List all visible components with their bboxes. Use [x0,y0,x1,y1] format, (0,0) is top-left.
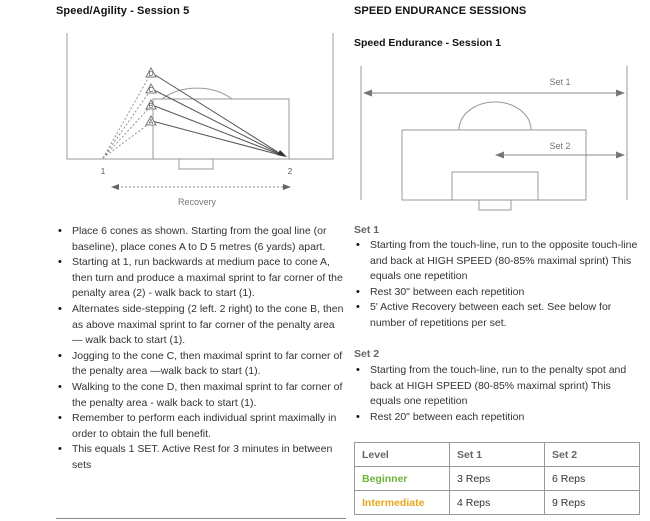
list-item: • 5' Active Recovery between each set. See below for number of repetitions per set. [354,300,640,331]
right-subtitle: Speed Endurance - Session 1 [354,37,502,49]
goal [179,159,213,169]
list-item: • Starting at 1, run backwards at medium pace to cone A, then turn and produce a maximal sprint to far corner of the penalty area (2) - walk back to start (1). [56,255,348,302]
six-yard-box [452,172,538,200]
list-item: • Rest 20" between each repetition [354,410,640,426]
table-cell: 6 Reps [545,467,640,491]
agility-instructions [56,224,348,474]
penalty-arc [459,102,531,130]
list-item: • This equals 1 SET. Active Rest for 3 minutes in between sets [56,442,348,473]
right-title: SPEED ENDURANCE SESSIONS [354,5,527,17]
recovery-label: Recovery [177,197,217,207]
cone-label: D [148,71,154,78]
sprint-lines [152,73,284,156]
table-row [355,467,640,491]
table-header-cell: Set 1 [450,443,545,467]
table-header-cell: Set 2 [545,443,640,467]
end-label: 2 [287,167,293,176]
table-cell: 9 Reps [545,491,640,515]
table-cell: 3 Reps [450,467,545,491]
set2-title: Set 2 [354,348,380,360]
list-item: • Walking to the cone D, then maximal sprint to far corner of the penalty area - walk back to start (1). [56,380,348,411]
agility-drill-diagram [55,27,345,217]
cone-label: A [148,119,154,126]
list-item: • Alternates side-stepping (2 left. 2 right) to the cone B, then as above maximal sprint to far corner of the penalty area — walk back to start (1). [56,302,348,349]
start-label: 1 [100,167,106,176]
left-title: Speed/Agility - Session 5 [56,5,190,17]
endurance-drill-diagram [355,60,635,216]
recovery-arrow [111,184,291,190]
list-item: • Place 6 cones as shown. Starting from the goal line (or baseline), place cones A to D 5 metres (6 yards) apart. [56,224,348,255]
table-row [355,491,640,515]
cone-label: B [148,103,154,110]
repetitions-table [354,442,640,515]
set1-diagram-label: Set 1 [549,77,571,87]
penalty-arc [162,88,232,99]
list-item: • Jogging to the cone C, then maximal sprint to far corner of the penalty area —walk back to start (1). [56,349,348,380]
set1-title: Set 1 [354,224,380,236]
list-item: • Rest 30" between each repetition [354,285,640,301]
goal [479,200,511,210]
set2-instructions [354,363,640,425]
set1-instructions [354,238,640,332]
level-intermediate: Intermediate [355,491,450,515]
list-item: • Remember to perform each individual sprint maximally in order to obtain the full benefit. [56,411,348,442]
pitch-outline [67,33,333,159]
left-divider [56,518,346,519]
set2-arrow [495,152,625,159]
table-header-cell: Level [355,443,450,467]
set2-diagram-label: Set 2 [549,141,571,151]
level-beginner: Beginner [355,467,450,491]
list-item: • Starting from the touch-line, run to the opposite touch-line and back at HIGH SPEED (80-85% maximal sprint) This equals one repetition [354,238,640,285]
table-header-row [355,443,640,467]
dashed-run-lines [103,75,150,158]
sprint-arrowhead [277,150,287,157]
cone-label: C [148,87,154,94]
set1-arrow [363,90,625,97]
list-item: • Starting from the touch-line, run to the penalty spot and back at HIGH SPEED (80-85% maximal sprint) This equals one repetition [354,363,640,410]
table-cell: 4 Reps [450,491,545,515]
cones [146,68,156,126]
